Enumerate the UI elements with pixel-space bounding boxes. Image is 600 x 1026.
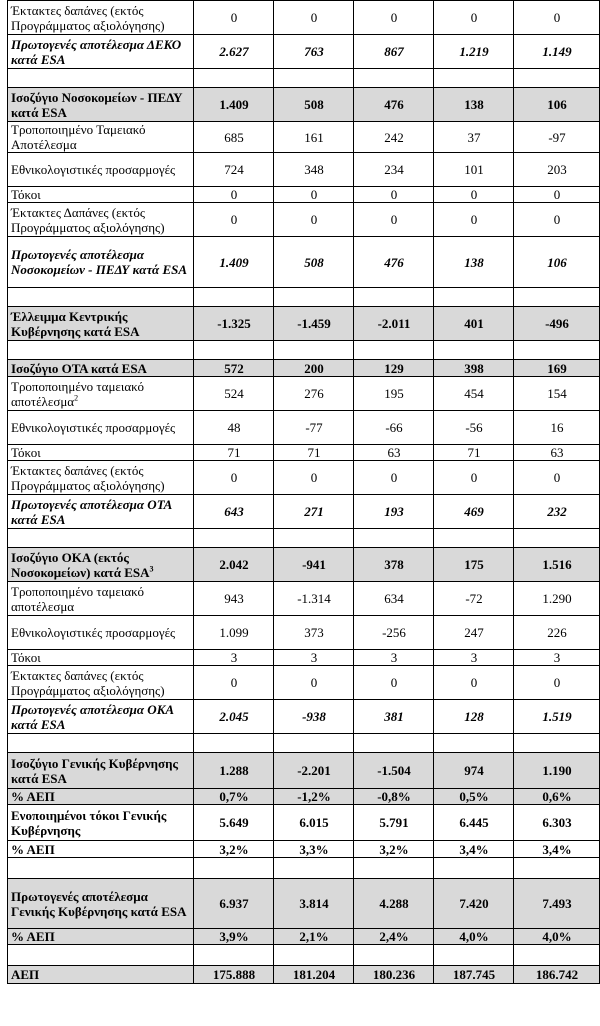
- ota-extraordinary-row: [8, 461, 600, 495]
- row-label-cell: [8, 650, 194, 666]
- spacer-cell: [434, 69, 514, 88]
- value-cell: 0: [514, 461, 600, 495]
- footnote-marker: 3: [149, 564, 154, 574]
- row-label-cell: [8, 122, 194, 153]
- row-label: Τόκοι: [11, 445, 41, 460]
- value-cell: 0: [194, 461, 274, 495]
- value-cell: -0,8%: [354, 789, 434, 805]
- value-cell: 0: [354, 666, 434, 700]
- value-cell: 2.042: [194, 548, 274, 582]
- value-cell: 0,5%: [434, 789, 514, 805]
- row-label-cell: [8, 187, 194, 203]
- value-cell: -1.325: [194, 307, 274, 341]
- row-label: % ΑΕΠ: [11, 929, 55, 944]
- spacer-cell: [354, 69, 434, 88]
- row-label: Πρωτογενές αποτέλεσμα Νοσοκομείων - ΠΕΔΥ κατά ESA: [11, 247, 188, 277]
- value-cell: 685: [194, 122, 274, 153]
- value-cell: -938: [274, 700, 354, 734]
- value-cell: 3.814: [274, 879, 354, 929]
- consolidated-interest-row: [8, 805, 600, 841]
- spacer-row: [8, 69, 600, 88]
- row-label: ΑΕΠ: [11, 967, 40, 982]
- row-label: Τροποποιημένο Ταμειακό Αποτέλεσμα: [11, 122, 146, 152]
- value-cell: 0: [434, 203, 514, 237]
- row-label-cell: [8, 753, 194, 789]
- value-cell: 175.888: [194, 966, 274, 984]
- value-cell: -2.201: [274, 753, 354, 789]
- row-label-cell: [8, 929, 194, 945]
- spacer-cell: [274, 858, 354, 879]
- row-label-cell: [8, 237, 194, 288]
- spacer-cell: [354, 288, 434, 307]
- value-cell: 1.409: [194, 237, 274, 288]
- spacer-cell: [434, 288, 514, 307]
- spacer-cell: [434, 858, 514, 879]
- value-cell: 763: [274, 35, 354, 69]
- value-cell: 3: [514, 650, 600, 666]
- row-label: Έκτακτες δαπάνες (εκτός Προγράμματος αξιολόγησης): [11, 667, 165, 698]
- oka-balance-row: [8, 548, 600, 582]
- value-cell: 867: [354, 35, 434, 69]
- spacer-cell: [434, 529, 514, 548]
- value-cell: 1.516: [514, 548, 600, 582]
- row-label: Πρωτογενές αποτέλεσμα ΟΚΑ κατά ESA: [11, 701, 174, 732]
- spacer-cell: [354, 529, 434, 548]
- value-cell: 106: [514, 88, 600, 122]
- value-cell: 572: [194, 360, 274, 377]
- value-cell: 175: [434, 548, 514, 582]
- spacer-cell: [514, 858, 600, 879]
- value-cell: 1.149: [514, 35, 600, 69]
- value-cell: 16: [514, 411, 600, 445]
- value-cell: 0: [354, 203, 434, 237]
- value-cell: 0: [194, 666, 274, 700]
- row-label: Έλλειμμα Κεντρικής Κυβέρνησης κατά ESA: [11, 308, 140, 339]
- hospitals-extraordinary-row: [8, 203, 600, 237]
- value-cell: 348: [274, 153, 354, 187]
- ota-primary-result-row: [8, 495, 600, 529]
- value-cell: 63: [514, 445, 600, 461]
- value-cell: 154: [514, 377, 600, 411]
- value-cell: 71: [274, 445, 354, 461]
- row-label-cell: [8, 360, 194, 377]
- value-cell: 128: [434, 700, 514, 734]
- value-cell: 1.288: [194, 753, 274, 789]
- spacer-cell: [354, 341, 434, 360]
- value-cell: 5.791: [354, 805, 434, 841]
- spacer-row: [8, 734, 600, 753]
- ota-balance-row: [8, 360, 600, 377]
- value-cell: 101: [434, 153, 514, 187]
- row-label-cell: [8, 88, 194, 122]
- value-cell: 943: [194, 582, 274, 616]
- value-cell: 508: [274, 88, 354, 122]
- value-cell: 0: [354, 187, 434, 203]
- spacer-cell: [8, 69, 194, 88]
- value-cell: 232: [514, 495, 600, 529]
- spacer-row: [8, 529, 600, 548]
- spacer-cell: [514, 734, 600, 753]
- spacer-cell: [274, 945, 354, 966]
- spacer-cell: [274, 341, 354, 360]
- value-cell: 106: [514, 237, 600, 288]
- value-cell: 226: [514, 616, 600, 650]
- row-label: Ισοζύγιο Νοσοκομείων - ΠΕΔΥ κατά ESA: [11, 89, 183, 120]
- value-cell: 6.015: [274, 805, 354, 841]
- ota-cash-result-row: [8, 377, 600, 411]
- row-label-cell: [8, 377, 194, 411]
- row-label-cell: [8, 805, 194, 841]
- value-cell: 138: [434, 237, 514, 288]
- spacer-row: [8, 341, 600, 360]
- value-cell: 271: [274, 495, 354, 529]
- general-gov-primary-gdp-row: [8, 929, 600, 945]
- general-gov-primary-result-row: [8, 879, 600, 929]
- ota-adjustments-row: [8, 411, 600, 445]
- spacer-cell: [514, 69, 600, 88]
- hospitals-adjustments-row: [8, 153, 600, 187]
- value-cell: 508: [274, 237, 354, 288]
- row-label: Εθνικολογιστικές προσαρμογές: [11, 162, 176, 177]
- spacer-cell: [194, 734, 274, 753]
- value-cell: 476: [354, 237, 434, 288]
- row-label-cell: [8, 582, 194, 616]
- value-cell: 1.190: [514, 753, 600, 789]
- row-label-cell: [8, 153, 194, 187]
- value-cell: 0: [434, 187, 514, 203]
- row-label: Ισοζύγιο ΟΚΑ (εκτός Νοσοκομείων) κατά ESA: [11, 549, 150, 580]
- spacer-row: [8, 288, 600, 307]
- value-cell: 276: [274, 377, 354, 411]
- value-cell: 0: [274, 203, 354, 237]
- footnote-marker: 2: [74, 393, 79, 403]
- row-label: Ισοζύγιο Γενικής Κυβέρνησης κατά ESA: [11, 755, 178, 786]
- row-label: Ισοζύγιο ΟΤΑ κατά ESA: [11, 360, 147, 376]
- value-cell: -77: [274, 411, 354, 445]
- value-cell: 524: [194, 377, 274, 411]
- value-cell: 6.937: [194, 879, 274, 929]
- row-label: % ΑΕΠ: [11, 841, 55, 857]
- value-cell: 200: [274, 360, 354, 377]
- spacer-cell: [274, 529, 354, 548]
- row-label: Ενοποιημένοι τόκοι Γενικής Κυβέρνησης: [11, 807, 167, 838]
- row-label: % ΑΕΠ: [11, 789, 55, 804]
- value-cell: 1.519: [514, 700, 600, 734]
- row-label: Έκτακτες δαπάνες (εκτός Προγράμματος αξιολόγησης): [11, 2, 165, 33]
- row-label: Τόκοι: [11, 650, 41, 665]
- row-label-cell: [8, 879, 194, 929]
- row-label-cell: [8, 411, 194, 445]
- row-label-cell: [8, 616, 194, 650]
- deko-primary-result-row: [8, 35, 600, 69]
- value-cell: -97: [514, 122, 600, 153]
- spacer-row: [8, 945, 600, 966]
- value-cell: 0: [274, 1, 354, 35]
- row-label-cell: [8, 700, 194, 734]
- general-gov-balance-gdp-row: [8, 789, 600, 805]
- row-label: Έκτακτες Δαπάνες (εκτός Προγράμματος αξιολόγησης): [11, 204, 165, 235]
- value-cell: 3,3%: [274, 841, 354, 858]
- row-label-cell: [8, 461, 194, 495]
- table-body: [8, 1, 600, 984]
- value-cell: 186.742: [514, 966, 600, 984]
- spacer-cell: [8, 529, 194, 548]
- value-cell: 37: [434, 122, 514, 153]
- value-cell: 3,2%: [354, 841, 434, 858]
- central-gov-deficit-row: [8, 307, 600, 341]
- value-cell: 0: [514, 187, 600, 203]
- value-cell: 634: [354, 582, 434, 616]
- row-label-cell: [8, 1, 194, 35]
- spacer-row: [8, 858, 600, 879]
- value-cell: 3,4%: [434, 841, 514, 858]
- value-cell: 242: [354, 122, 434, 153]
- value-cell: 974: [434, 753, 514, 789]
- hospitals-primary-result-row: [8, 237, 600, 288]
- value-cell: -1,2%: [274, 789, 354, 805]
- row-label-cell: [8, 307, 194, 341]
- hospitals-cash-result-row: [8, 122, 600, 153]
- value-cell: 0: [274, 187, 354, 203]
- gdp-row: [8, 966, 600, 984]
- spacer-cell: [434, 734, 514, 753]
- deko-extraordinary-row: [8, 1, 600, 35]
- value-cell: 169: [514, 360, 600, 377]
- oka-cash-result-row: [8, 582, 600, 616]
- value-cell: -256: [354, 616, 434, 650]
- spacer-cell: [514, 945, 600, 966]
- value-cell: 2.045: [194, 700, 274, 734]
- value-cell: 71: [194, 445, 274, 461]
- row-label-cell: [8, 495, 194, 529]
- value-cell: -1.504: [354, 753, 434, 789]
- ota-interest-row: [8, 445, 600, 461]
- spacer-cell: [354, 945, 434, 966]
- row-label-cell: [8, 841, 194, 858]
- value-cell: 203: [514, 153, 600, 187]
- value-cell: 1.290: [514, 582, 600, 616]
- value-cell: 398: [434, 360, 514, 377]
- value-cell: 0: [194, 187, 274, 203]
- value-cell: 0: [514, 203, 600, 237]
- spacer-cell: [434, 945, 514, 966]
- row-label: Τροποποιημένο ταμειακό αποτέλεσμα: [11, 583, 144, 614]
- value-cell: 0: [514, 1, 600, 35]
- value-cell: 0,7%: [194, 789, 274, 805]
- spacer-cell: [514, 288, 600, 307]
- value-cell: 643: [194, 495, 274, 529]
- value-cell: 0: [434, 666, 514, 700]
- oka-adjustments-row: [8, 616, 600, 650]
- row-label-cell: [8, 35, 194, 69]
- value-cell: 0: [194, 1, 274, 35]
- spacer-cell: [8, 288, 194, 307]
- value-cell: -66: [354, 411, 434, 445]
- row-label: Πρωτογενές αποτέλεσμα ΟΤΑ κατά ESA: [11, 496, 172, 527]
- row-label: Πρωτογενές αποτέλεσμα ΔΕΚΟ κατά ESA: [11, 36, 182, 67]
- spacer-cell: [8, 945, 194, 966]
- general-gov-balance-row: [8, 753, 600, 789]
- value-cell: 6.303: [514, 805, 600, 841]
- value-cell: 195: [354, 377, 434, 411]
- value-cell: 2,4%: [354, 929, 434, 945]
- value-cell: 3: [434, 650, 514, 666]
- consolidated-interest-gdp-row: [8, 841, 600, 858]
- value-cell: 48: [194, 411, 274, 445]
- value-cell: -56: [434, 411, 514, 445]
- row-label: Τροποποιημένο ταμειακό αποτέλεσμα: [11, 378, 144, 409]
- value-cell: 7.493: [514, 879, 600, 929]
- fiscal-balance-table: [7, 0, 600, 984]
- spacer-cell: [354, 734, 434, 753]
- value-cell: 373: [274, 616, 354, 650]
- spacer-cell: [354, 858, 434, 879]
- oka-interest-row: [8, 650, 600, 666]
- row-label: Εθνικολογιστικές προσαρμογές: [11, 625, 176, 640]
- value-cell: 3,2%: [194, 841, 274, 858]
- value-cell: 5.649: [194, 805, 274, 841]
- row-label-cell: [8, 548, 194, 582]
- hospitals-balance-row: [8, 88, 600, 122]
- value-cell: 234: [354, 153, 434, 187]
- value-cell: 71: [434, 445, 514, 461]
- spacer-cell: [194, 288, 274, 307]
- value-cell: 2,1%: [274, 929, 354, 945]
- value-cell: 3,4%: [514, 841, 600, 858]
- value-cell: 4.288: [354, 879, 434, 929]
- value-cell: 0: [434, 1, 514, 35]
- value-cell: 1.099: [194, 616, 274, 650]
- value-cell: 0: [354, 461, 434, 495]
- value-cell: 4,0%: [434, 929, 514, 945]
- value-cell: 0: [434, 461, 514, 495]
- value-cell: 138: [434, 88, 514, 122]
- value-cell: 161: [274, 122, 354, 153]
- value-cell: 378: [354, 548, 434, 582]
- value-cell: 2.627: [194, 35, 274, 69]
- spacer-cell: [194, 529, 274, 548]
- value-cell: 381: [354, 700, 434, 734]
- value-cell: 469: [434, 495, 514, 529]
- value-cell: 0: [274, 461, 354, 495]
- value-cell: 3: [194, 650, 274, 666]
- spacer-cell: [274, 288, 354, 307]
- value-cell: 1.219: [434, 35, 514, 69]
- row-label-cell: [8, 966, 194, 984]
- value-cell: -1.459: [274, 307, 354, 341]
- spacer-cell: [514, 529, 600, 548]
- value-cell: 3: [274, 650, 354, 666]
- spacer-cell: [8, 734, 194, 753]
- value-cell: 63: [354, 445, 434, 461]
- value-cell: 454: [434, 377, 514, 411]
- spacer-cell: [514, 341, 600, 360]
- value-cell: 0: [194, 203, 274, 237]
- value-cell: 193: [354, 495, 434, 529]
- value-cell: -941: [274, 548, 354, 582]
- spacer-cell: [194, 341, 274, 360]
- value-cell: 476: [354, 88, 434, 122]
- hospitals-interest-row: [8, 187, 600, 203]
- value-cell: 1.409: [194, 88, 274, 122]
- value-cell: 0: [354, 1, 434, 35]
- row-label-cell: [8, 789, 194, 805]
- value-cell: 0: [514, 666, 600, 700]
- value-cell: 724: [194, 153, 274, 187]
- value-cell: 6.445: [434, 805, 514, 841]
- value-cell: 4,0%: [514, 929, 600, 945]
- value-cell: 129: [354, 360, 434, 377]
- spacer-cell: [8, 341, 194, 360]
- value-cell: 181.204: [274, 966, 354, 984]
- value-cell: 401: [434, 307, 514, 341]
- value-cell: -496: [514, 307, 600, 341]
- spacer-cell: [194, 69, 274, 88]
- row-label-cell: [8, 666, 194, 700]
- spacer-cell: [8, 858, 194, 879]
- value-cell: 180.236: [354, 966, 434, 984]
- value-cell: 3: [354, 650, 434, 666]
- row-label-cell: [8, 203, 194, 237]
- value-cell: 0,6%: [514, 789, 600, 805]
- oka-primary-result-row: [8, 700, 600, 734]
- spacer-cell: [194, 945, 274, 966]
- oka-extraordinary-row: [8, 666, 600, 700]
- spacer-cell: [274, 734, 354, 753]
- value-cell: 187.745: [434, 966, 514, 984]
- spacer-cell: [274, 69, 354, 88]
- spacer-cell: [434, 341, 514, 360]
- value-cell: -2.011: [354, 307, 434, 341]
- row-label: Έκτακτες δαπάνες (εκτός Προγράμματος αξιολόγησης): [11, 462, 165, 493]
- value-cell: 7.420: [434, 879, 514, 929]
- value-cell: -1.314: [274, 582, 354, 616]
- spacer-cell: [194, 858, 274, 879]
- value-cell: 3,9%: [194, 929, 274, 945]
- row-label: Τόκοι: [11, 187, 41, 202]
- value-cell: 247: [434, 616, 514, 650]
- row-label: Πρωτογενές αποτέλεσμα Γενικής Κυβέρνησης κατά ESA: [11, 888, 187, 919]
- value-cell: -72: [434, 582, 514, 616]
- row-label: Εθνικολογιστικές προσαρμογές: [11, 420, 176, 435]
- value-cell: 0: [274, 666, 354, 700]
- row-label-cell: [8, 445, 194, 461]
